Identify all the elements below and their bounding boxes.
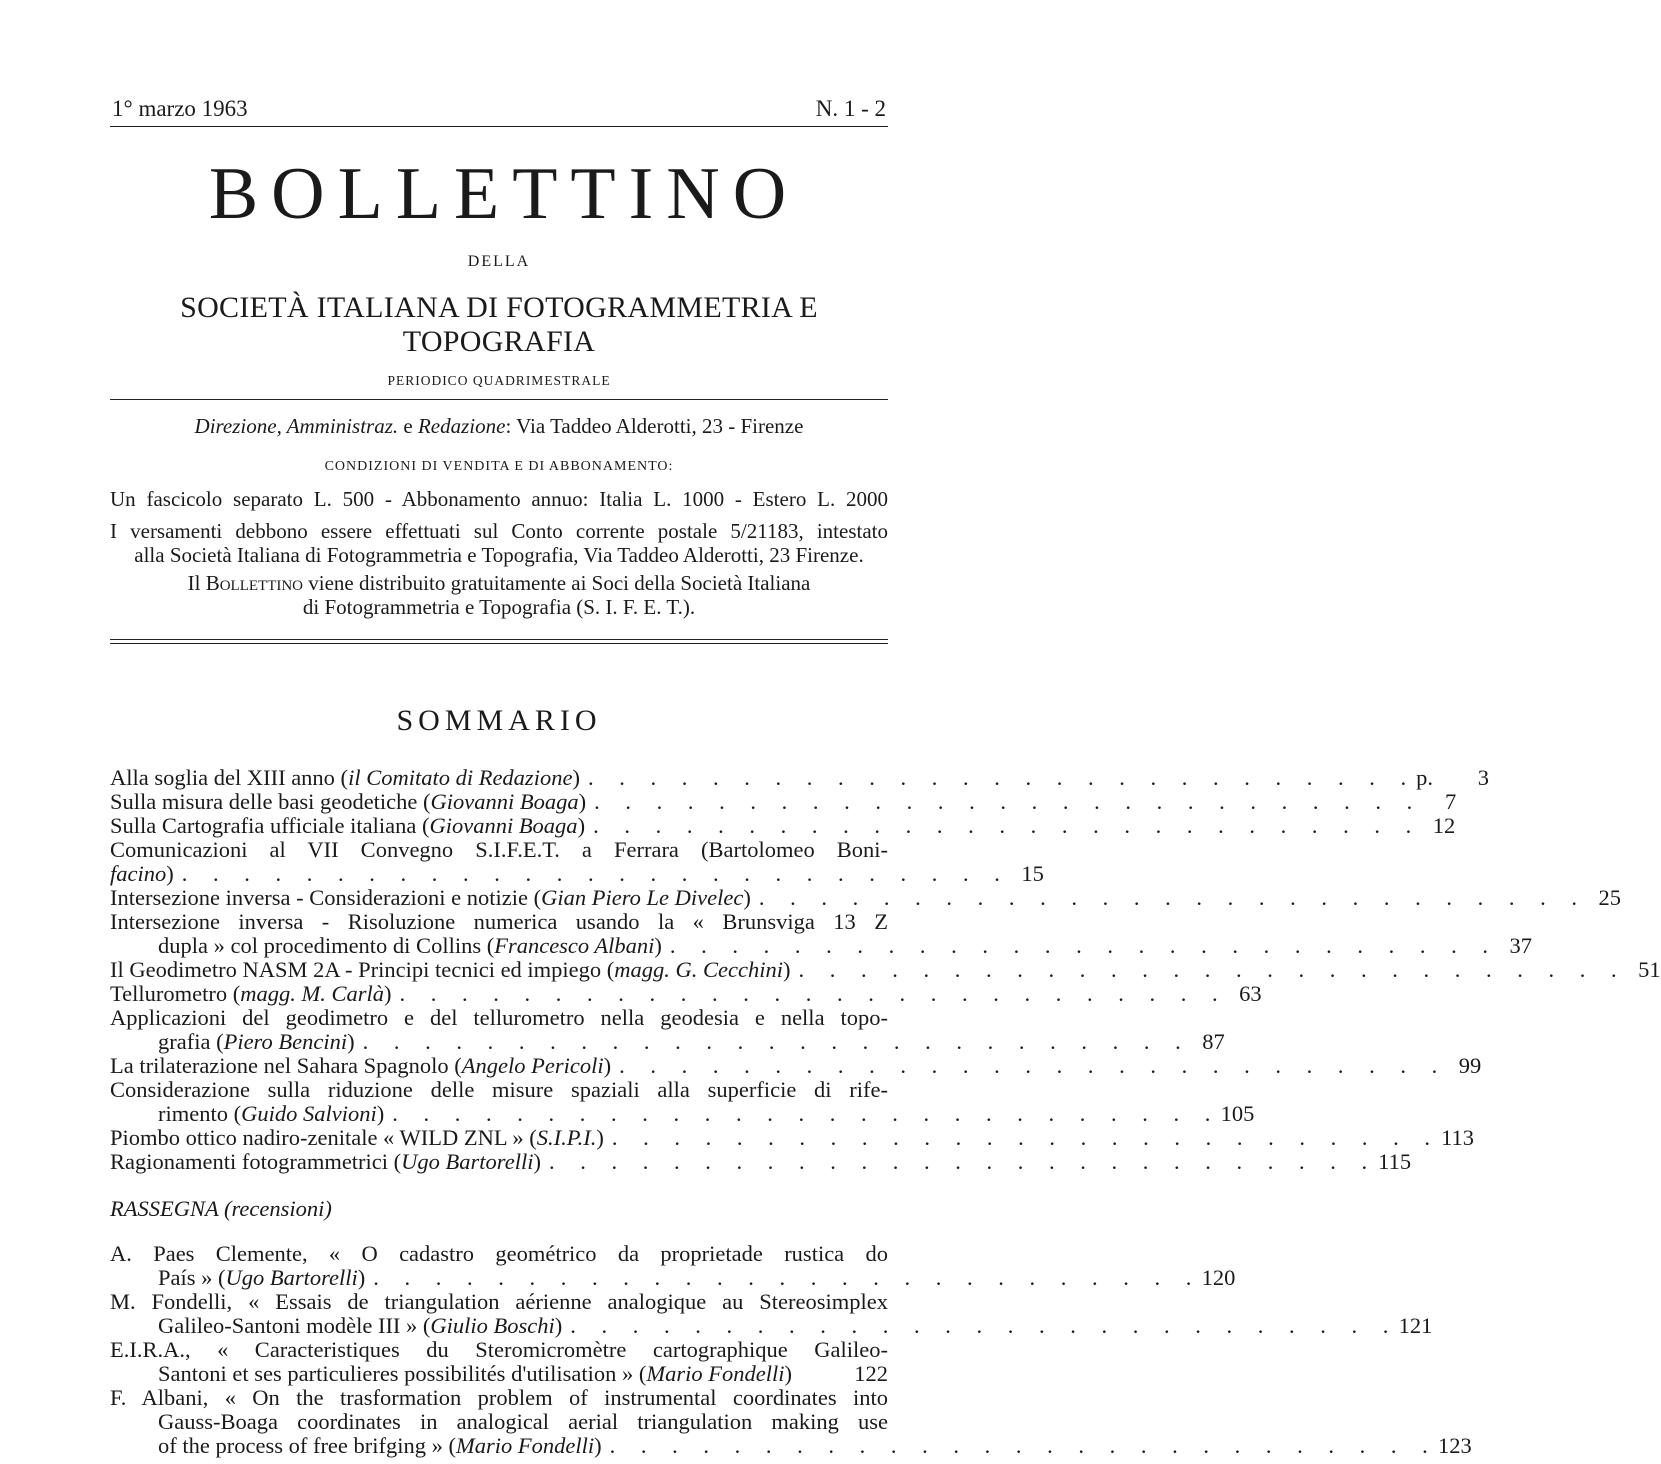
review-entry-close: )	[554, 1313, 563, 1338]
toc-entry-dots: . . . . . . . . . . . . . . . . . . . . . . . . . . .	[611, 1125, 1440, 1150]
masthead-rule	[110, 399, 888, 400]
toc-entry-line: Intersezione inversa - Risoluzione numerica usando la « Brunsviga 13 Z	[110, 909, 888, 934]
review-entry-page: 120	[1201, 1265, 1236, 1290]
issue-date: 1° marzo 1963	[112, 96, 248, 121]
toc-entry-last-line	[110, 1029, 1225, 1054]
review-entry-line: A. Paes Clemente, « O cadastro geométrico da proprietade rustica do	[110, 1241, 888, 1266]
toc-entry-author: Ugo Bartorelli	[401, 1149, 534, 1174]
review-entry-close: )	[594, 1433, 602, 1458]
distribution-line-2: di Fotogrammetria e Topografia (S. I. F. E. T.).	[302, 595, 696, 619]
header-rule	[110, 126, 888, 127]
toc-entry-line: Considerazione sulla riduzione delle misure spaziali alla superficie di rife-	[110, 1077, 888, 1102]
toc-entry-title	[110, 814, 585, 838]
toc-entry-author: Guido Salvioni	[241, 1101, 377, 1126]
toc-entry	[110, 1053, 1482, 1078]
review-entry-text: Santoni et ses particulieres possibilités d'utilisation » (	[158, 1361, 647, 1386]
double-rule-top	[110, 639, 888, 640]
toc-entry-dots: . . . . . . . . . . . . . . . . . . . . . . . . . . .	[593, 813, 1422, 838]
review-entry-close: )	[357, 1265, 366, 1290]
review-entry-dots: . . . . . . . . . . . . . . . . . . . . . . . . . . .	[609, 1433, 1438, 1458]
toc-entry-close: )	[603, 1053, 612, 1078]
review-entry	[110, 1385, 1472, 1458]
review-entry-author: Mario Fondelli	[646, 1361, 785, 1386]
toc-entry-dots: . . . . . . . . . . . . . . . . . . . . . . . . . . .	[594, 789, 1423, 814]
review-entry-text: País » (	[158, 1265, 226, 1290]
toc-entry-text: grafia (	[158, 1029, 224, 1054]
toc-entry-dots: . . . . . . . . . . . . . . . . . . . . . . . . . . .	[362, 1029, 1191, 1054]
toc-entry-title	[158, 934, 662, 958]
toc-entry-last-line	[110, 981, 1262, 1006]
toc-entry	[110, 837, 1044, 886]
toc-entry-page: 51	[1638, 957, 1661, 982]
review-entry-title	[158, 1362, 792, 1386]
toc-entry	[110, 885, 1621, 910]
toc-entry-last-line	[110, 861, 1044, 886]
rassegna-subtitle: (recensioni)	[223, 1196, 332, 1221]
toc-entry-author: Giovanni Boaga	[430, 789, 579, 814]
toc-entry-text: rimento (	[158, 1101, 242, 1126]
sommario-heading: SOMMARIO	[396, 704, 602, 737]
address-e: e	[398, 414, 418, 438]
toc-entry-title	[110, 1126, 604, 1150]
distribution-line-1	[110, 571, 888, 595]
toc-entry-author: Angelo Pericoli	[461, 1053, 604, 1078]
review-entry	[110, 1289, 1433, 1338]
toc-entry-last-line	[110, 933, 1533, 958]
toc-entry-author: il Comitato di Redazione	[348, 765, 573, 790]
toc-entry-page: 3	[1477, 765, 1489, 790]
conditions-heading: CONDIZIONI DI VENDITA E DI ABBONAMENTO:	[324, 459, 674, 474]
toc-entry-title	[110, 766, 580, 790]
double-rule-bottom	[110, 643, 888, 644]
toc-entry-text: Sulla Cartografia ufficiale italiana (	[110, 813, 430, 838]
toc-entry-last-line	[110, 765, 1489, 790]
toc-entry-close: )	[743, 885, 751, 910]
toc-entry-page: 37	[1509, 933, 1533, 958]
review-entry	[110, 1338, 888, 1386]
toc-entry	[110, 1077, 1255, 1126]
toc-entry-page: 113	[1441, 1125, 1474, 1150]
toc-entry-dots: . . . . . . . . . . . . . . . . . . . . . . . . . . .	[798, 957, 1627, 982]
issue-header	[110, 96, 888, 124]
toc-entry-text: Intersezione inversa - Considerazioni e notizie (	[110, 885, 542, 910]
payment-line-2: alla Società Italiana di Fotogrammetria e Topografia, Via Taddeo Alderotti, 23 Firenze.	[134, 543, 864, 567]
table-of-contents	[110, 765, 1661, 1174]
review-entry-page: 122	[854, 1361, 888, 1386]
toc-entry	[110, 765, 1489, 790]
toc-entry-author: Gian Piero Le Divelec	[541, 885, 744, 910]
review-entry-title	[158, 1314, 562, 1338]
toc-entry	[110, 909, 1533, 958]
toc-entry-close: )	[376, 1101, 385, 1126]
toc-entry-last-line	[110, 789, 1457, 814]
toc-entry-close: )	[654, 933, 662, 958]
rassegna-heading	[110, 1196, 888, 1222]
toc-entry-author: Francesco Albani	[494, 933, 655, 958]
toc-entry-page: 15	[1021, 861, 1044, 886]
reviews-list	[110, 1241, 1472, 1458]
toc-entry-title	[110, 958, 791, 982]
address-label-2: Redazione	[417, 414, 506, 438]
toc-entry	[110, 981, 1262, 1006]
distribution-rest: viene distribuito gratuitamente ai Soci della Società Italiana	[303, 571, 811, 595]
society-name: SOCIETÀ ITALIANA DI FOTOGRAMMETRIA E TOPOGRAFIA	[180, 291, 818, 358]
toc-entry-dots: . . . . . . . . . . . . . . . . . . . . . . . . . . .	[181, 861, 1010, 886]
toc-entry	[110, 789, 1457, 814]
address-label: Direzione, Amministraz.	[194, 414, 399, 438]
toc-entry	[110, 957, 1661, 982]
toc-entry-close: )	[347, 1029, 355, 1054]
review-entry-page: 123	[1438, 1433, 1472, 1458]
toc-entry-page: 25	[1598, 885, 1621, 910]
toc-entry-dots: . . . . . . . . . . . . . . . . . . . . . . . . . . .	[619, 1053, 1448, 1078]
toc-entry-dots: . . . . . . . . . . . . . . . . . . . . . . . . . . .	[758, 885, 1587, 910]
toc-entry-last-line	[110, 885, 1621, 910]
toc-entry-title	[110, 862, 174, 886]
review-entry-line: Gauss-Boaga coordinates in analogical aerial triangulation making use	[158, 1409, 888, 1434]
toc-entry-page: 63	[1239, 981, 1262, 1006]
toc-entry-title	[158, 1102, 384, 1126]
distribution-prefix: Il	[187, 571, 206, 595]
toc-entry-close: )	[596, 1125, 604, 1150]
review-entry-author: Giulio Boschi	[430, 1313, 555, 1338]
toc-entry-page-prefix: p.	[1416, 765, 1433, 790]
toc-entry-author: Giovanni Boaga	[429, 813, 578, 838]
toc-entry-author: magg. M. Carlà	[240, 981, 385, 1006]
review-entry-last-line	[110, 1362, 888, 1386]
toc-entry-dots: . . . . . . . . . . . . . . . . . . . . . . . . . . .	[669, 933, 1499, 958]
rassegna-title: RASSEGNA	[110, 1196, 219, 1221]
toc-entry-dots: . . . . . . . . . . . . . . . . . . . . . . . . . . .	[399, 981, 1228, 1006]
review-entry-text: of the process of free brifging » (	[158, 1433, 457, 1458]
editorial-address	[110, 414, 888, 439]
review-entry-author: Ugo Bartorelli	[225, 1265, 358, 1290]
toc-entry-last-line	[110, 1125, 1474, 1150]
toc-entry-title	[110, 886, 751, 910]
toc-entry-text: dupla » col procedimento di Collins (	[158, 933, 495, 958]
toc-entry	[110, 1125, 1474, 1150]
toc-entry-title	[110, 982, 392, 1006]
toc-entry-close: )	[166, 861, 174, 886]
review-entry-author: Mario Fondelli	[456, 1433, 595, 1458]
toc-entry-title	[110, 1150, 541, 1174]
toc-entry-last-line	[110, 1053, 1482, 1078]
review-entry	[110, 1241, 1236, 1290]
toc-entry-author: magg. G. Cecchini	[614, 957, 784, 982]
review-entry-last-line	[110, 1433, 1472, 1458]
toc-entry-line: Comunicazioni al VII Convegno S.I.F.E.T. a Ferrara (Bartolomeo Boni-	[110, 837, 888, 862]
review-entry-last-line	[110, 1313, 1433, 1338]
toc-entry-dots: . . . . . . . . . . . . . . . . . . . . . . . . . . .	[587, 765, 1417, 790]
review-entry-text: Galileo-Santoni modèle III » (	[158, 1313, 431, 1338]
toc-entry-close: )	[577, 813, 586, 838]
toc-entry	[110, 1149, 1412, 1174]
toc-entry-close: )	[533, 1149, 541, 1174]
review-entry-page: 121	[1398, 1313, 1433, 1338]
toc-entry-text: Tellurometro (	[110, 981, 241, 1006]
toc-entry-page: 115	[1378, 1149, 1412, 1174]
toc-entry-dots: . . . . . . . . . . . . . . . . . . . . . . . . . . .	[392, 1101, 1221, 1126]
toc-entry-author: S.I.P.I.	[536, 1125, 597, 1150]
address-text: : Via Taddeo Alderotti, 23 - Firenze	[505, 414, 804, 438]
toc-entry-text: Il Geodimetro NASM 2A - Principi tecnici ed impiego (	[110, 957, 615, 982]
toc-entry-page: 105	[1220, 1101, 1255, 1126]
journal-page	[110, 96, 1661, 1458]
toc-entry-text: Ragionamenti fotogrammetrici (	[110, 1149, 402, 1174]
price-line: Un fascicolo separato L. 500 - Abbonamento annuo: Italia L. 1000 - Estero L. 2000	[110, 487, 888, 511]
payment-line-1: I versamenti debbono essere effettuati sul Conto corrente postale 5/21183, intestato	[110, 519, 888, 543]
toc-entry	[110, 813, 1456, 838]
periodicity: PERIODICO QUADRIMESTRALE	[387, 373, 611, 388]
toc-entry-page: 7	[1445, 789, 1457, 814]
review-entry-line: F. Albani, « On the trasformation problem of instrumental coordinates into	[110, 1385, 888, 1410]
toc-entry-dots: . . . . . . . . . . . . . . . . . . . . . . . . . . .	[548, 1149, 1378, 1174]
review-entry-dots: . . . . . . . . . . . . . . . . . . . . . . . . . . .	[570, 1313, 1399, 1338]
review-entry-dots: . . . . . . . . . . . . . . . . . . . . . . . . . . .	[373, 1265, 1202, 1290]
toc-entry-text: Piombo ottico nadiro-zenitale « WILD ZNL » (	[110, 1125, 537, 1150]
toc-entry-title	[158, 1030, 355, 1054]
toc-entry-last-line	[110, 813, 1456, 838]
review-entry-title	[158, 1266, 365, 1290]
toc-entry-close: )	[578, 789, 587, 814]
toc-entry-text: Alla soglia del XIII anno (	[110, 765, 349, 790]
toc-entry-title	[110, 790, 586, 814]
toc-entry-page: 99	[1458, 1053, 1482, 1078]
review-entry-close: )	[784, 1361, 792, 1386]
toc-entry-author: facino	[110, 861, 167, 886]
journal-title: BOLLETTINO	[208, 153, 800, 235]
toc-entry-last-line	[110, 1101, 1255, 1126]
distribution-bollettino: Bollettino	[205, 571, 304, 595]
review-entry-line: E.I.R.A., « Caracteristiques du Steromicromètre cartographique Galileo-	[110, 1337, 888, 1362]
toc-entry-text: Sulla misura delle basi geodetiche (	[110, 789, 431, 814]
toc-entry-title	[110, 1054, 611, 1078]
toc-entry-close: )	[384, 981, 392, 1006]
toc-entry-close: )	[572, 765, 580, 790]
review-entry-title	[158, 1434, 602, 1458]
toc-entry-page: 12	[1432, 813, 1456, 838]
review-entry-last-line	[110, 1265, 1236, 1290]
toc-entry-text: La trilaterazione nel Sahara Spagnolo (	[110, 1053, 462, 1078]
toc-entry	[110, 1005, 1225, 1054]
toc-entry-last-line	[110, 957, 1661, 982]
toc-entry-line: Applicazioni del geodimetro e del tellurometro nella geodesia e nella topo-	[110, 1005, 888, 1030]
toc-entry-page: 87	[1202, 1029, 1225, 1054]
toc-entry-author: Piero Bencini	[223, 1029, 348, 1054]
journal-della: DELLA	[467, 253, 531, 270]
review-entry-line: M. Fondelli, « Essais de triangulation aérienne analogique au Stereosimplex	[110, 1289, 888, 1314]
toc-entry-last-line	[110, 1149, 1412, 1174]
issue-number: N. 1 - 2	[815, 96, 886, 121]
toc-entry-close: )	[783, 957, 791, 982]
